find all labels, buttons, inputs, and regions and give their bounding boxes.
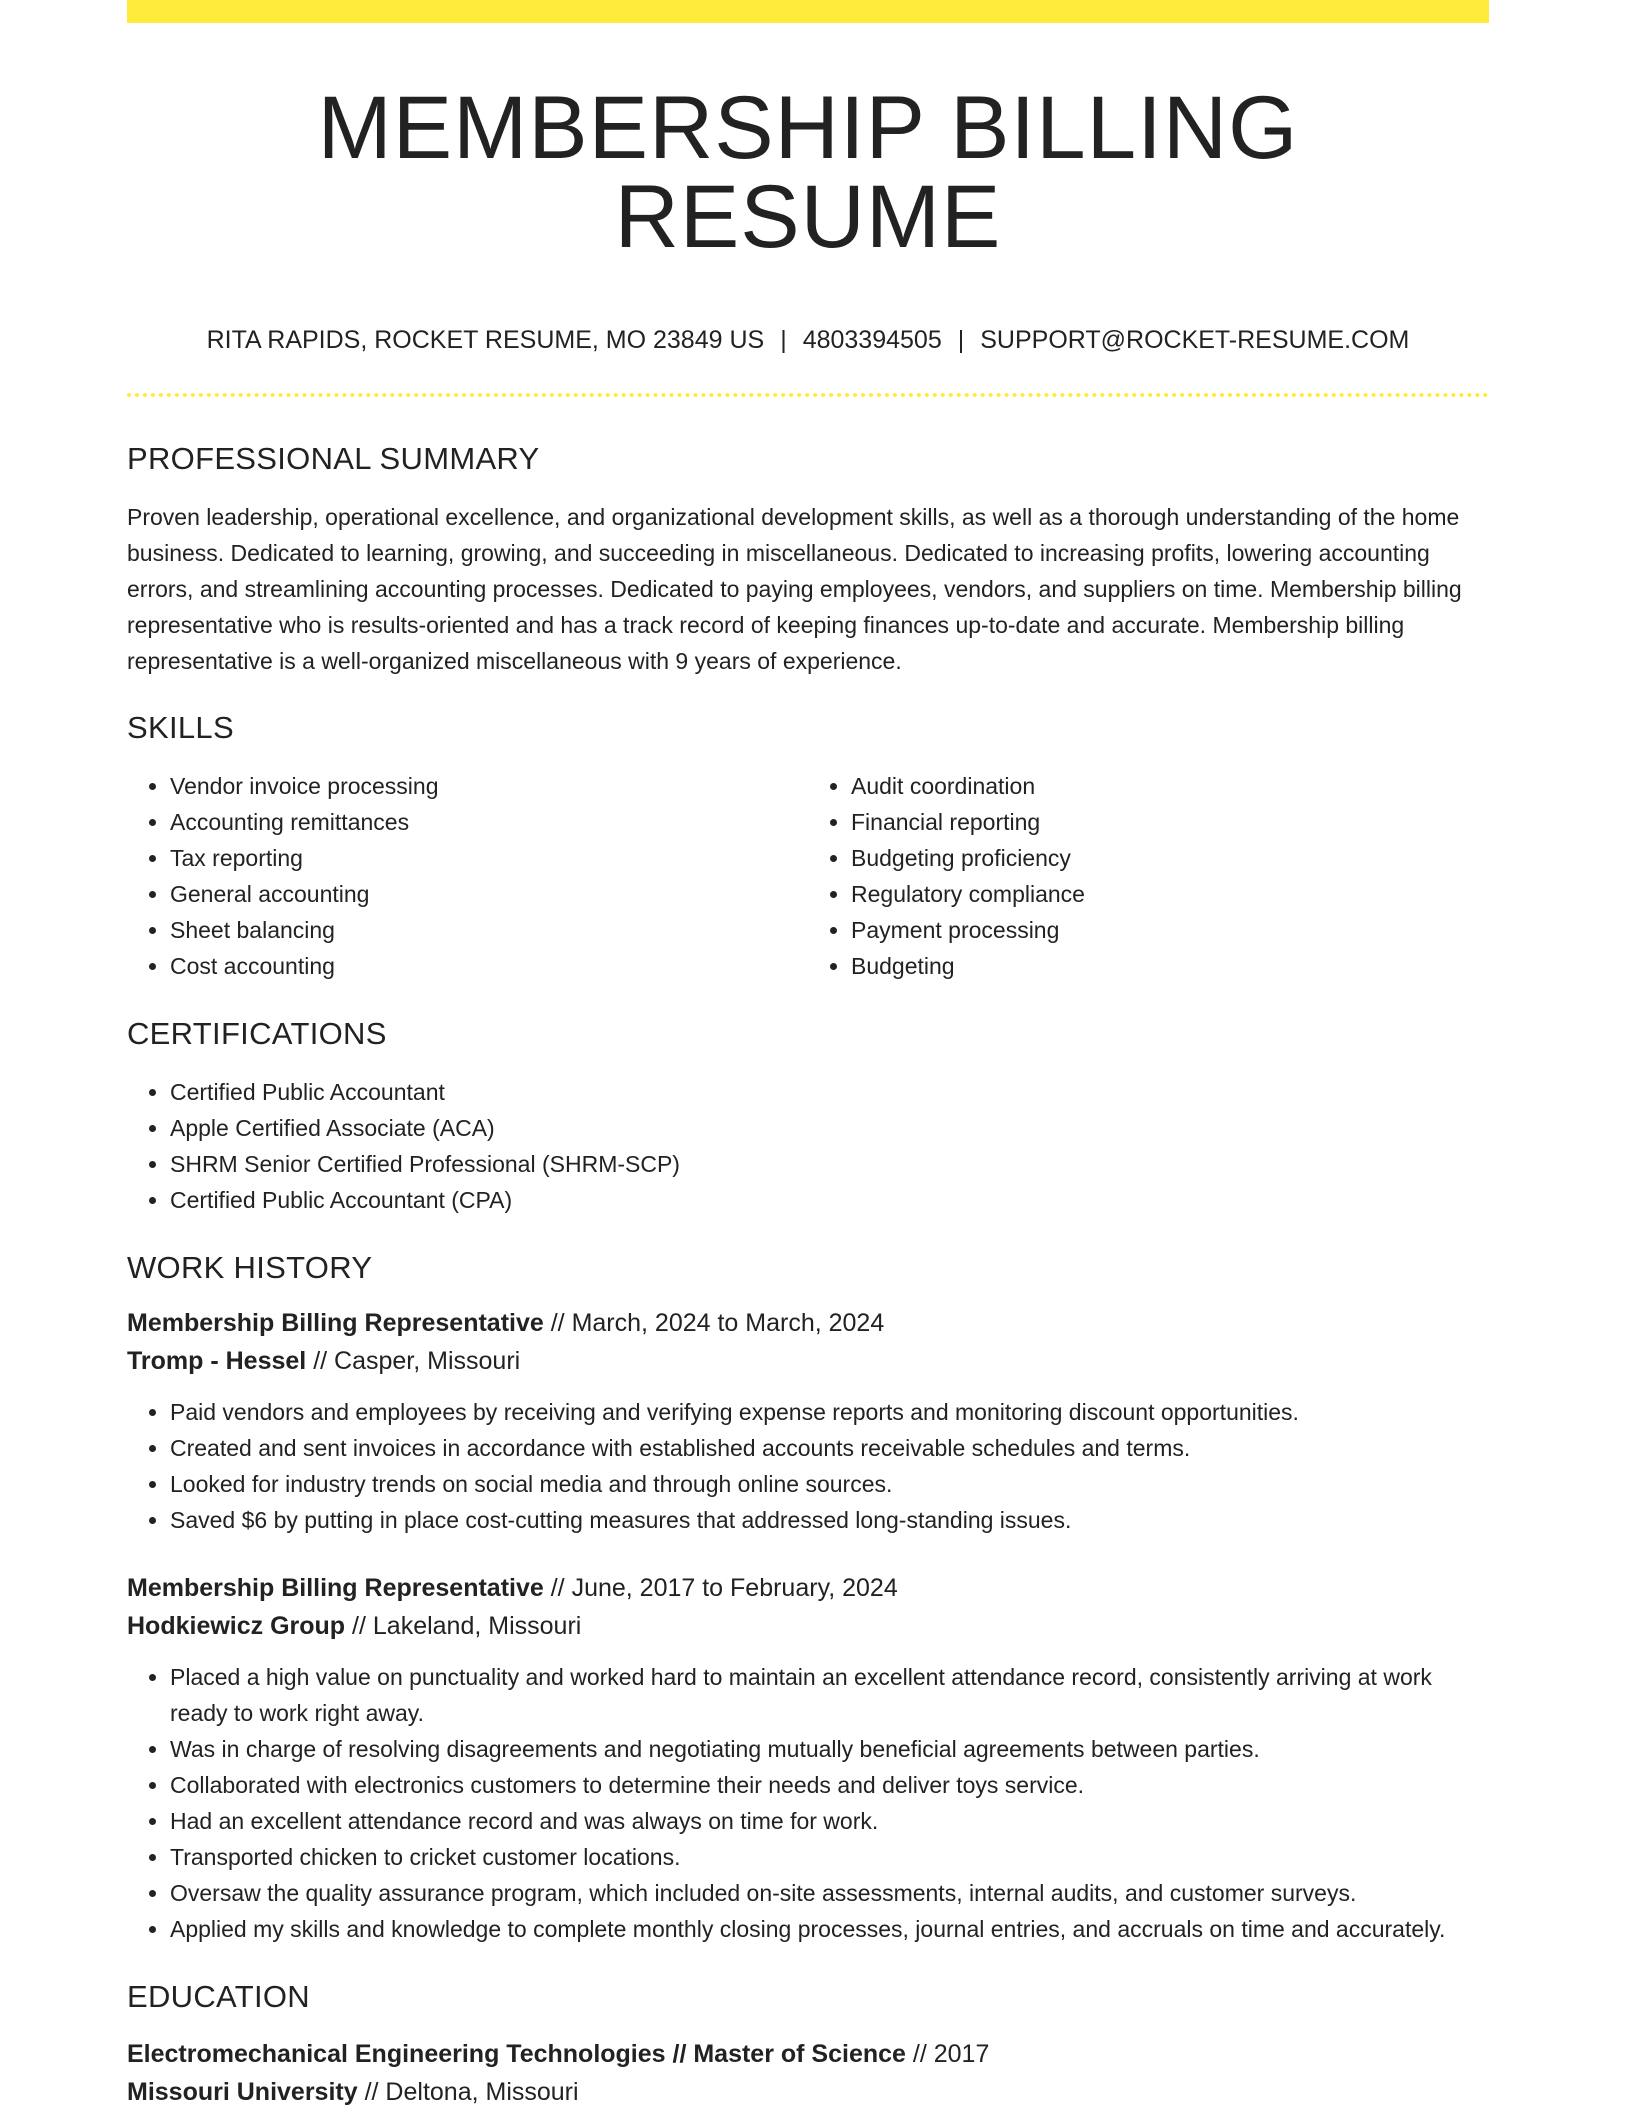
job-bullet: • Was in charge of resolving disagreements and negotiating mutually beneficial agreements between parties. [170, 1731, 1489, 1767]
skill-item: • Financial reporting [851, 804, 1489, 840]
job-bullet: • Transported chicken to cricket customer locations. [170, 1839, 1489, 1875]
education-heading: EDUCATION [127, 1979, 310, 2014]
skill-item: • General accounting [170, 876, 808, 912]
skill-item: • Budgeting proficiency [851, 840, 1489, 876]
skill-item: • Budgeting [851, 948, 1489, 984]
job-bullet: • Looked for industry trends on social media and through online sources. [170, 1466, 1489, 1502]
job-bullet: • Oversaw the quality assurance program, which included on-site assessments, internal audits, and customer surveys. [170, 1875, 1489, 1911]
job-bullets [127, 1659, 1489, 1947]
certifications-list [127, 1074, 1489, 1218]
certifications-heading: CERTIFICATIONS [127, 1016, 387, 1051]
job-dates: // June, 2017 to February, 2024 [550, 1574, 898, 1602]
work-history-heading: WORK HISTORY [127, 1250, 373, 1285]
skills-heading: SKILLS [127, 710, 234, 745]
dotted-divider [127, 393, 1489, 397]
skill-item: • Audit coordination [851, 768, 1489, 804]
education-school-line [127, 2073, 1489, 2111]
job-entry [127, 1304, 1489, 1538]
job-company: Hodkiewicz Group [127, 1612, 346, 1640]
skills-list-left [127, 768, 808, 984]
job-title: Membership Billing Representative [127, 1574, 544, 1602]
resume-page [127, 0, 1489, 2111]
education-degree: Electromechanical Engineering Technologies // Master of Science [127, 2040, 906, 2068]
job-bullet: • Collaborated with electronics customers to determine their needs and deliver toys service. [170, 1767, 1489, 1803]
contact-separator: | [780, 326, 787, 354]
job-title: Membership Billing Representative [127, 1309, 544, 1337]
job-company: Tromp - Hessel [127, 1347, 307, 1375]
accent-bar [127, 0, 1489, 23]
certification-item: • Certified Public Accountant [170, 1074, 1489, 1110]
education-school: Missouri University [127, 2078, 358, 2106]
job-location: // Lakeland, Missouri [352, 1612, 582, 1640]
contact-line [127, 328, 1489, 353]
job-company-line [127, 1342, 1489, 1380]
page-title: MEMBERSHIP BILLING RESUME [317, 77, 1299, 266]
job-title-line [127, 1569, 1489, 1607]
skills-list-right [808, 768, 1489, 984]
certification-item: • SHRM Senior Certified Professional (SHRM-SCP) [170, 1146, 1489, 1182]
skill-item: • Tax reporting [170, 840, 808, 876]
skill-item: • Sheet balancing [170, 912, 808, 948]
job-location: // Casper, Missouri [313, 1347, 521, 1375]
contact-email: SUPPORT@ROCKET-RESUME.COM [980, 326, 1410, 354]
skill-item: • Accounting remittances [170, 804, 808, 840]
summary-text: Proven leadership, operational excellence, and organizational development skills, as well as a thorough understanding of the home business. Dedicated to learning, growing, and succeeding in miscellaneous. Dedicated to increasing profits, lowering accounting errors, and streamlining accounting processes. Dedicated to paying employees, vendors, and suppliers on time. Membership billing representative who is results-oriented and has a track record of keeping finances up-to-date and accurate. Membership billing representative is a well-organized miscellaneous with 9 years of experience. [127, 504, 1462, 674]
job-company-line [127, 1607, 1489, 1645]
job-bullet: • Had an excellent attendance record and was always on time for work. [170, 1803, 1489, 1839]
education-year: // 2017 [912, 2040, 990, 2068]
certification-item: • Certified Public Accountant (CPA) [170, 1182, 1489, 1218]
job-bullet: • Created and sent invoices in accordance with established accounts receivable schedules and terms. [170, 1430, 1489, 1466]
education-location: // Deltona, Missouri [364, 2078, 579, 2106]
education-degree-line [127, 2035, 1489, 2073]
job-dates: // March, 2024 to March, 2024 [550, 1309, 885, 1337]
skill-item: • Cost accounting [170, 948, 808, 984]
contact-separator: | [957, 326, 965, 354]
skill-item: • Regulatory compliance [851, 876, 1489, 912]
job-bullet: • Saved $6 by putting in place cost-cutting measures that addressed long-standing issues. [170, 1502, 1489, 1538]
job-bullet: • Applied my skills and knowledge to complete monthly closing processes, journal entries, and accruals on time and accurately. [170, 1911, 1489, 1947]
job-bullet: • Placed a high value on punctuality and worked hard to maintain an excellent attendance record, consistently arriving at work ready to work right away. [170, 1659, 1489, 1731]
certification-item: • Apple Certified Associate (ACA) [170, 1110, 1489, 1146]
job-bullets [127, 1394, 1489, 1538]
skill-item: • Vendor invoice processing [170, 768, 808, 804]
education-entry [127, 2035, 1489, 2111]
job-entry [127, 1569, 1489, 1947]
skill-item: • Payment processing [851, 912, 1489, 948]
job-bullet: • Paid vendors and employees by receiving and verifying expense reports and monitoring discount opportunities. [170, 1394, 1489, 1430]
skills-grid [127, 768, 1489, 984]
contact-address: RITA RAPIDS, ROCKET RESUME, MO 23849 US [206, 326, 765, 354]
contact-phone: 4803394505 [802, 326, 942, 354]
summary-heading: PROFESSIONAL SUMMARY [127, 441, 540, 476]
job-title-line [127, 1304, 1489, 1342]
